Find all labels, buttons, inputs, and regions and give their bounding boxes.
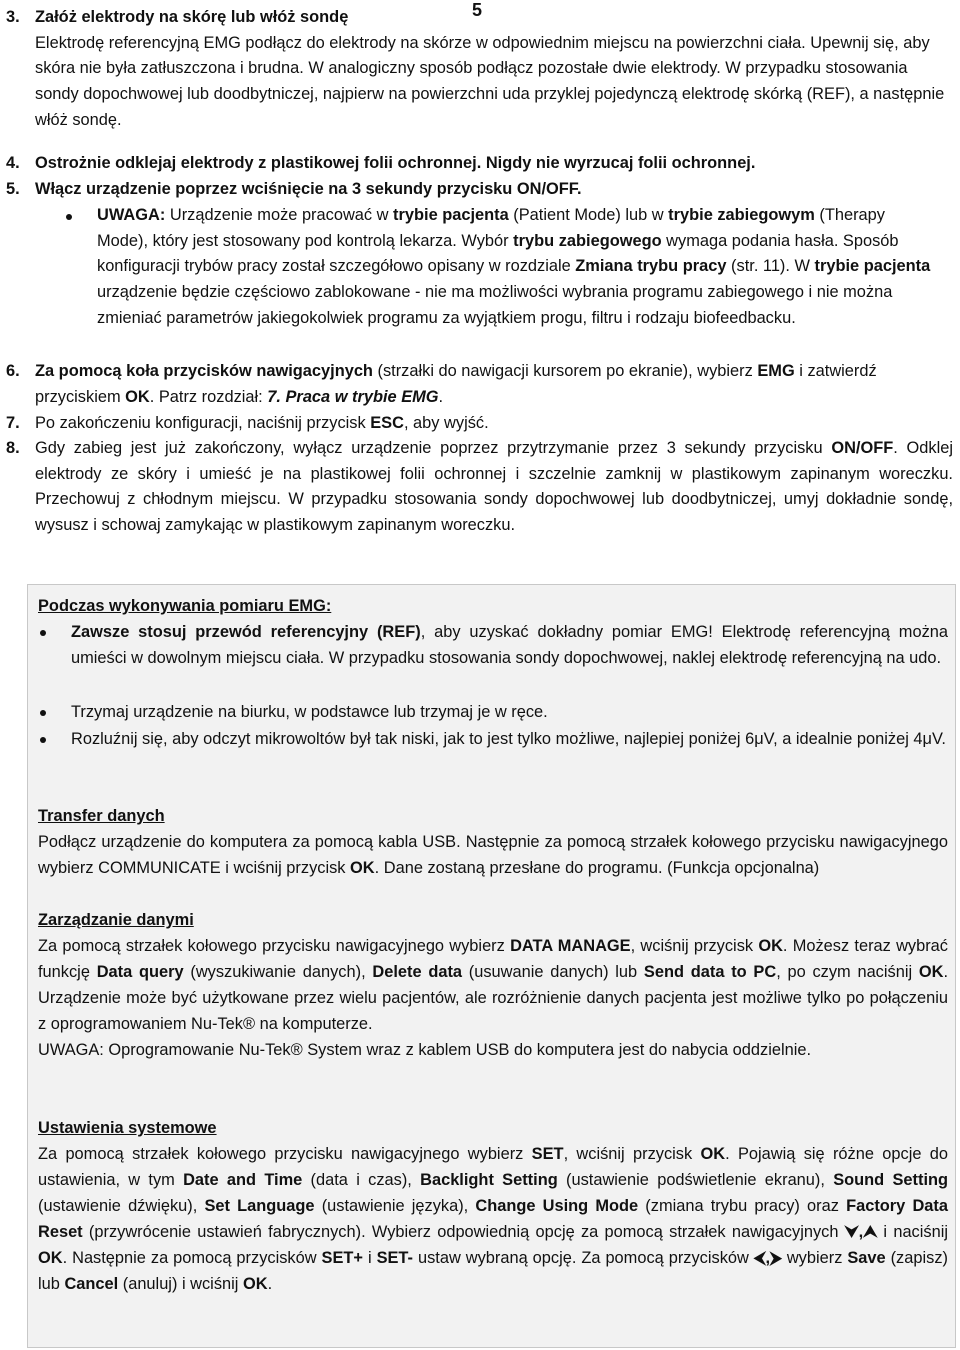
emg-section [38,593,948,619]
transfer-section [38,803,948,881]
bullet-dot [40,737,46,743]
step-number: 5. [6,180,20,198]
section-text: Podłącz urządzenie do komputera za pomocą kabla USB. Następnie za pomocą strzałek kołowego przycisku nawigacyjnego wybierz COMMUNICATE i wciśnij przycisk OK. Dane zostaną przesłane do programu. (Funkcja opcjonalna) [38,833,948,877]
settings-section [38,1115,948,1297]
step-number: 3. [6,8,20,26]
bullet-dot [40,710,46,716]
section-heading: Podczas wykonywania pomiaru EMG: [38,597,332,615]
bullet-dot [66,214,72,220]
step-text: Po zakończeniu konfiguracji, naciśnij przycisk ESC, aby wyjść. [35,414,489,432]
step-number: 8. [6,439,20,457]
arrow-left-right-icon: ⮜,⮞ [753,1249,782,1267]
section-text: Za pomocą strzałek kołowego przycisku nawigacyjnego wybierz DATA MANAGE, wciśnij przycisk OK. Możesz teraz wybrać funkcję Data query (wyszukiwanie danych), Delete data (usuwanie danych) lub Send data to PC, po czym naciśnij OK. Urządzenie może być użytkowane przez wielu pacjentów, ale rozróżnienie danych pacjenta jest możliwe tylko po połączeniu z oprogramowaniem Nu-Tek® na komputerze. [38,937,949,1033]
step-number: 7. [6,414,20,432]
section-text: Za pomocą strzałek kołowego przycisku nawigacyjnego wybierz SET, wciśnij przycisk OK. Pojawią się różne opcje do ustawienia, w tym Date and Time (data i czas), Backlight Setting (ustawienie podświetlenie ekranu), Sound Setting (ustawienie dźwięku), Set Language (ustawienie języka), Change Using Mode (zmiana trybu pracy) oraz Factory Data Reset (przywrócenie ustawień fabrycznych). Wybierz odpowiednią opcję za pomocą strzałek nawigacyjnych ⮟,⮝ i naciśnij OK. Następnie za pomocą przycisków SET+ i SET- ustaw wybraną opcję. Za pomocą przycisków ⮜,⮞ wybierz Save (zapisz) lub Cancel (anuluj) i wciśnij OK. [38,1145,949,1293]
step-text: Włącz urządzenie poprzez wciśnięcie na 3 sekundy przycisku ON/OFF. [35,180,582,198]
page-number: 5 [472,0,483,20]
step-text: Elektrodę referencyjną EMG podłącz do elektrody na skórze w odpowiednim miejscu na powierzchni ciała. Upewnij się, aby skóra nie była zatłuszczona i brudna. W analogiczny sposób podłącz pozostałe dwie elektrody. W przypadku stosowania sondy dopochwowej lub doodbytniczej, najpierw na powierzchni uda przyklej pojedynczą elektrodę skórką (REF), a następnie włóż sondę. [35,33,945,129]
arrow-down-up-icon: ⮟,⮝ [844,1223,878,1241]
step-title: Załóż elektrody na skórę lub włóż sondę [35,8,349,26]
step-text: Gdy zabieg jest już zakończony, wyłącz urządzenie poprzez przytrzymanie przez 3 sekundy przycisku ON/OFF. Odklej elektrody ze skóry i umieść je na plastikowej folii ochronnej i szczelnie zamknij w plastikowym zapinanym woreczku. Przechowuj z chłodnym miejscu. W przypadku stosowania sondy dopochwowej lub doodbytniczej, umyj dokładnie sondę, wysusz i schowaj zamykając w plastikowym zapinanym woreczku. [35,439,953,535]
step-number: 4. [6,154,20,172]
section-heading: Ustawienia systemowe [38,1119,217,1137]
step-text: Za pomocą koła przycisków nawigacyjnych (strzałki do nawigacji kursorem po ekranie), wybierz EMG i zatwierdź przyciskiem OK. Patrz rozdział: 7. Praca w trybie EMG. [35,362,877,406]
info-box: Podczas wykonywania pomiaru EMG: Zawsze stosuj przewód referencyjny (REF), aby uzyskać dokładny pomiar EMG! Elektrodę referencyjną można umieści w dowolnym miejscu ciała. W przypadku stosowania sondy dopochwowej, naklej elektrodę referencyjną na udo. Trzymaj urządzenie na biurku, w podstawce lub trzymaj je w ręce. Rozluźnij się, aby odczyt mikrowoltów był tak niski, jak to jest tylko możliwe, najlepiej poniżej 6μV, a idealnie poniżej 4μV. Transfer danych Podłącz urządzenie do komputera za pomocą kabla USB. Następnie za pomocą strzałek kołowego przycisku nawigacyjnego wybierz COMMUNICATE i wciśnij przycisk OK. Dane zostaną przesłane do programu. (Funkcja opcjonalna) Zarządzanie danymi Za pomocą strzałek kołowego przycisku nawigacyjnego wybierz DATA MANAGE, wciśnij przycisk OK. Możesz teraz wybrać funkcję Data query (wyszukiwanie danych), Delete data (usuwanie danych) lub Send data to PC, po czym naciśnij OK. Urządzenie może być użytkowane przez wielu pacjentów, ale rozróżnienie danych pacjenta jest możliwe tylko po połączeniu z oprogramowaniem Nu-Tek® na komputerze. UWAGA: Oprogramowanie Nu-Tek® System wraz z kablem USB do komputera jest do nabycia oddzielnie. Ustawienia systemowe Za pomocą strzałek kołowego przycisku nawigacyjnego wybierz SET, wciśnij przycisk OK. Pojawią się różne opcje do ustawienia, w tym Date and Time (data i czas), Backlight Setting (ustawienie podświetlenie ekranu), Sound Setting (ustawienie dźwięku), Set Language (ustawienie języka), Change Using Mode (zmiana trybu pracy) oraz Factory Data Reset (przywrócenie ustawień fabrycznych). Wybierz odpowiednią opcję za pomocą strzałek nawigacyjnych ⮟,⮝ i naciśnij OK. Następnie za pomocą przycisków SET+ i SET- ustaw wybraną opcję. Za pomocą przycisków ⮜,⮞ wybierz Save (zapisz) lub Cancel (anuluj) i wciśnij OK. [27,584,956,1348]
manage-section [38,907,948,1063]
note-text: UWAGA: Urządzenie może pracować w trybie pacjenta (Patient Mode) lub w trybie zabiegowym (Therapy Mode), który jest stosowany pod kontrolą lekarza. Wybór trybu zabiegowego wymaga podania hasła. Sposób konfiguracji trybów pracy został szczegółowo opisany w rozdziale Zmiana trybu pracy (str. 11). W trybie pacjenta urządzenie będzie częściowo zablokowane - nie ma możliwości wybrania programu zabiegowego i nie można zmieniać parametrów jakiegokolwiek programu za wyjątkiem progu, filtru i rodzaju biofeedbacku. [97,206,931,327]
section-heading: Transfer danych [38,807,165,825]
step-text: Ostrożnie odklejaj elektrody z plastikowej folii ochronnej. Nigdy nie wyrzucaj folii ochronnej. [35,154,756,172]
step-number: 6. [6,362,20,380]
section-heading: Zarządzanie danymi [38,911,194,929]
bullet-dot [40,630,46,636]
manage-note: UWAGA: Oprogramowanie Nu-Tek® System wraz z kablem USB do komputera jest do nabycia oddzielnie. [38,1041,812,1059]
